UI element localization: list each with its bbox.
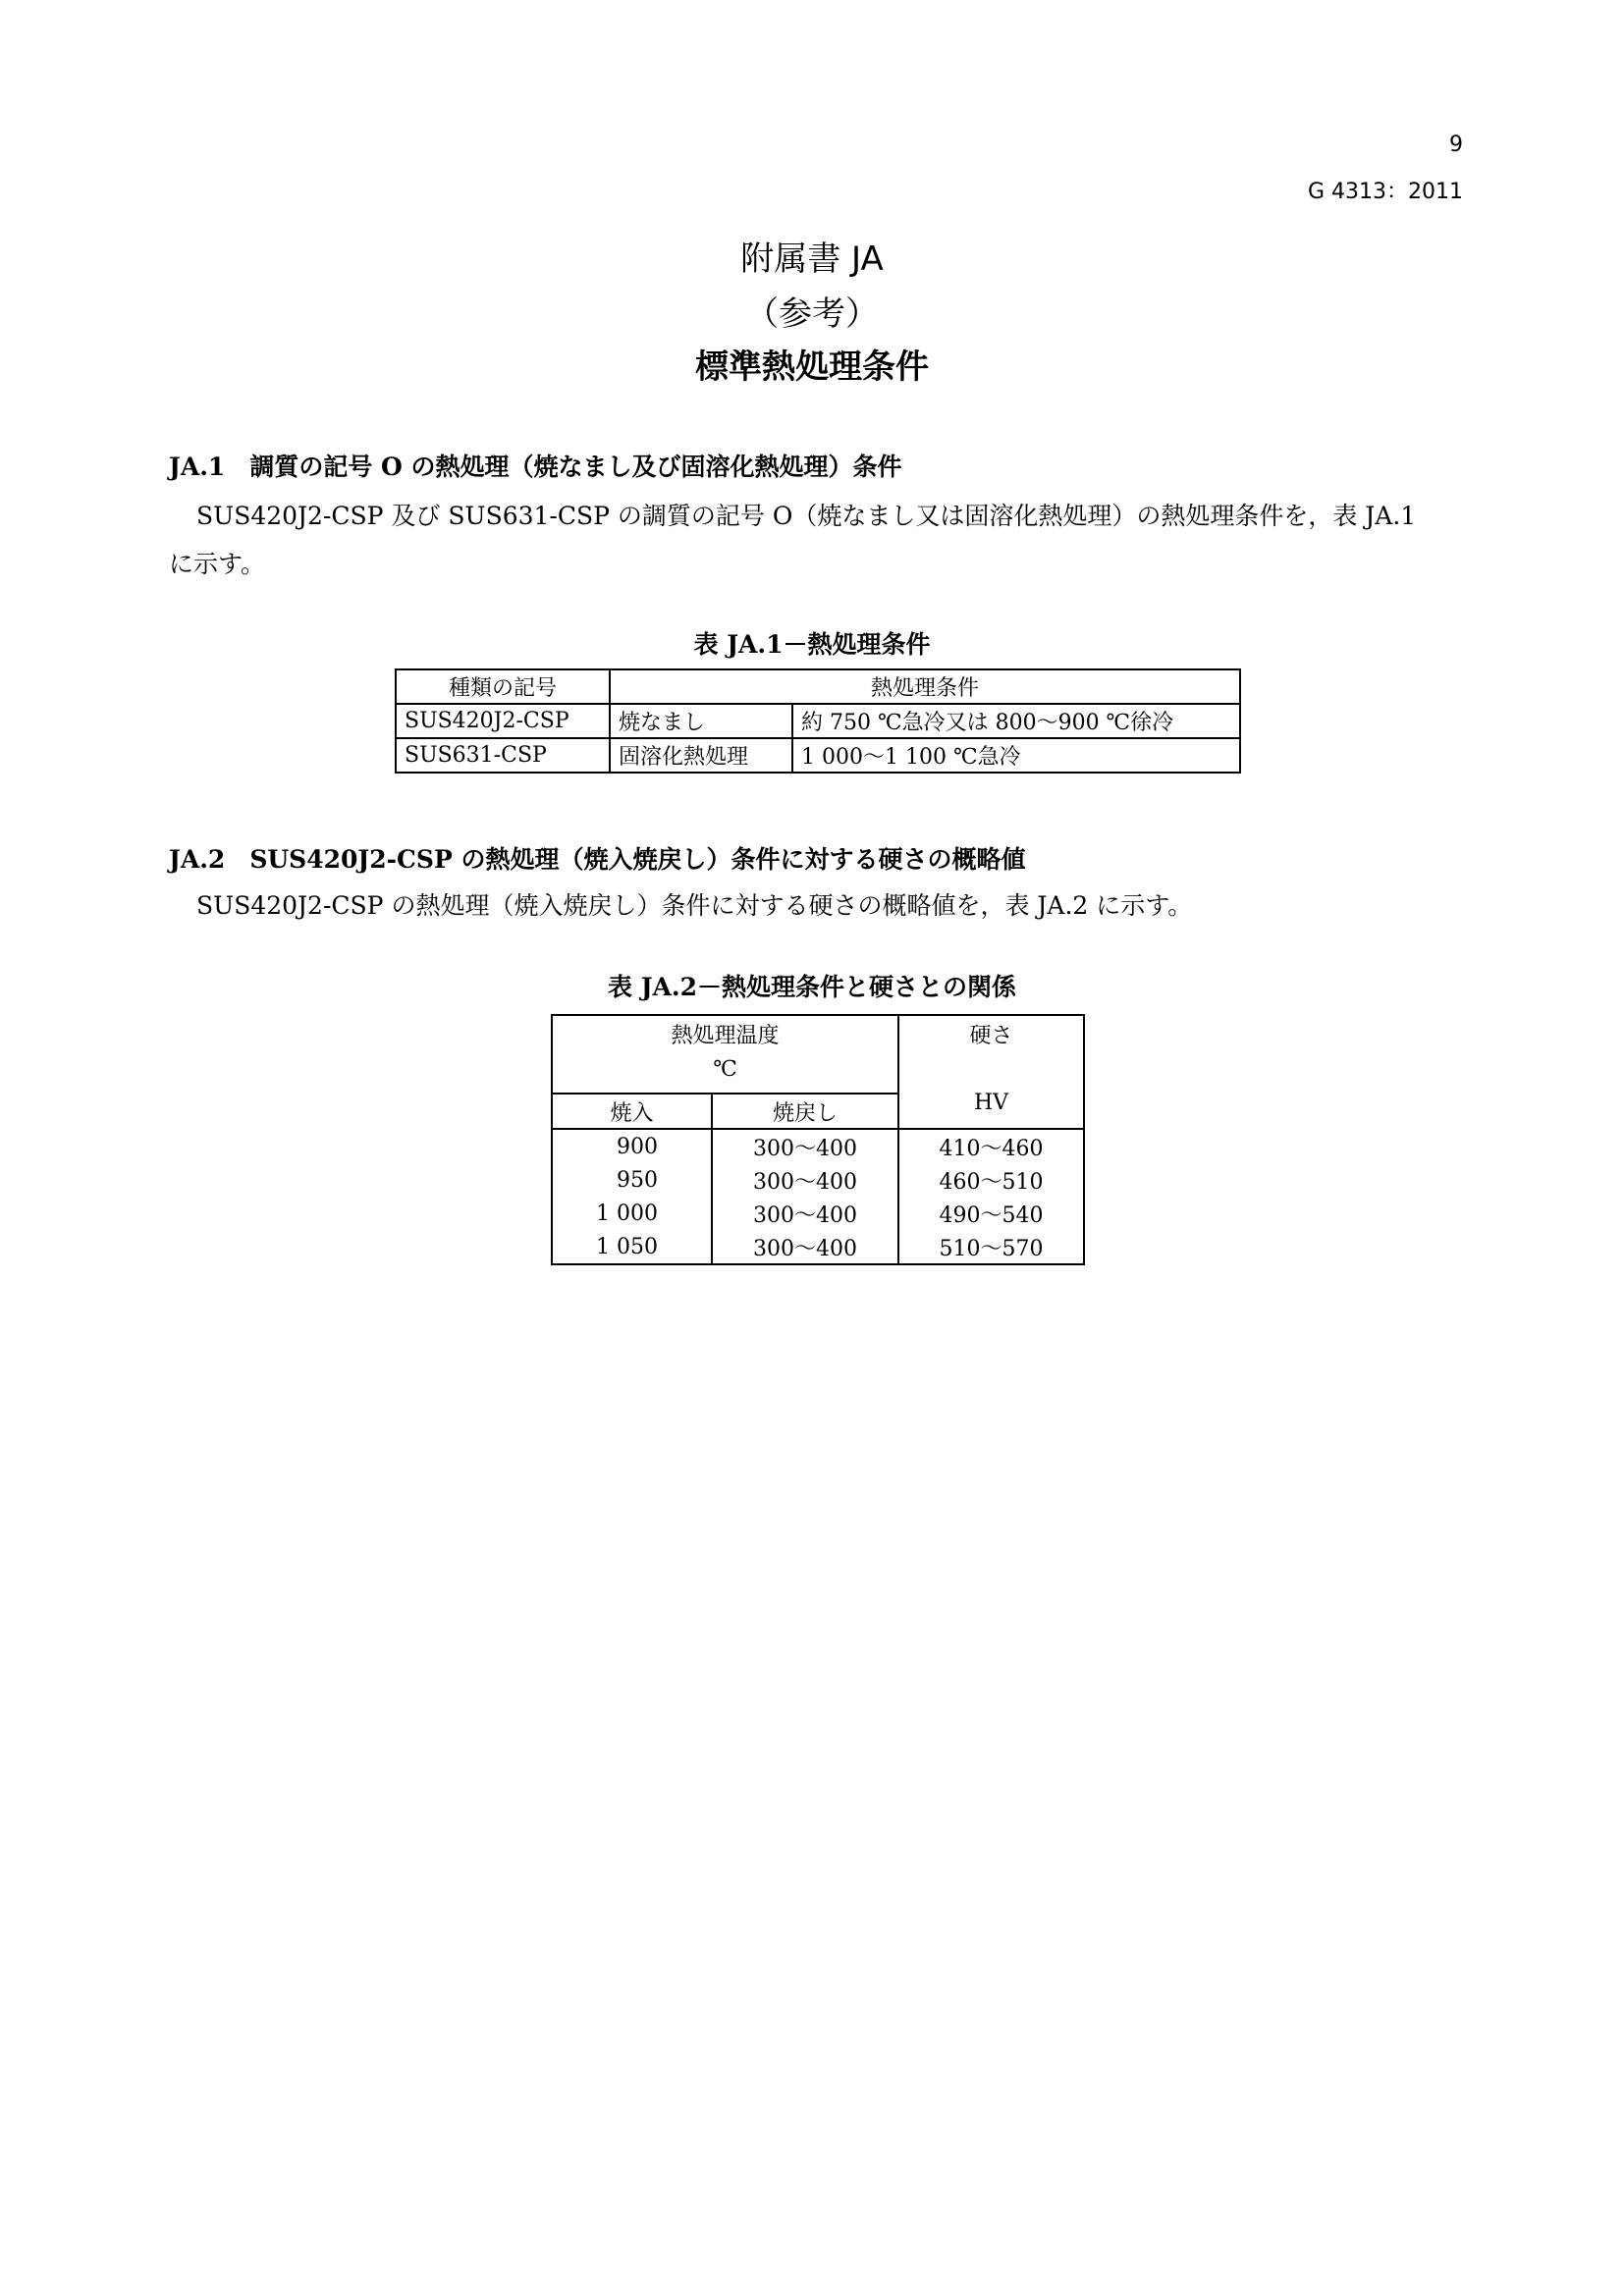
table-row xyxy=(396,704,1240,738)
table-cell: 900 xyxy=(552,1129,712,1163)
table-ja1 xyxy=(395,668,1241,774)
table-header-row xyxy=(396,669,1240,704)
table-cell: 950 xyxy=(552,1163,712,1197)
table-cell: 1 050 xyxy=(552,1230,712,1264)
table-cell: 300～400 xyxy=(712,1197,898,1230)
table-cell: 460～510 xyxy=(898,1163,1084,1197)
table-row xyxy=(552,1163,1084,1197)
page-number: 9 xyxy=(1449,133,1463,157)
header-hardness-unit: HV xyxy=(973,1091,1009,1115)
table-cell: SUS420J2-CSP xyxy=(396,704,610,738)
table-cell: 300～400 xyxy=(712,1230,898,1264)
table-header-cell: 熱処理条件 xyxy=(610,669,1240,704)
table-header-row xyxy=(552,1015,1084,1094)
table-cell: 300～400 xyxy=(712,1129,898,1163)
header-temperature-unit: ℃ xyxy=(713,1057,737,1082)
document-code: G 4313：2011 xyxy=(1307,180,1463,204)
table-header-cell: 焼入 xyxy=(552,1094,712,1129)
annex-informative-label: （参考） xyxy=(745,294,879,334)
header-heat-treatment-temperature: 熱処理温度 xyxy=(671,1024,780,1048)
annex-subject-title: 標準熱処理条件 xyxy=(695,347,929,387)
table-cell: 1 000 xyxy=(552,1197,712,1230)
table-ja2-caption: 表 JA.2－熱処理条件と硬さとの関係 xyxy=(607,973,1017,1001)
table-cell: SUS631-CSP xyxy=(396,738,610,773)
section-ja1-paragraph-line2: に示す。 xyxy=(169,550,266,578)
table-header-cell: 焼戻し xyxy=(712,1094,898,1129)
table-cell: 300～400 xyxy=(712,1163,898,1197)
table-row xyxy=(396,738,1240,773)
table-cell: 490～540 xyxy=(898,1197,1084,1230)
table-header-cell: 種類の記号 xyxy=(396,669,610,704)
table-row xyxy=(552,1197,1084,1230)
table-cell: 510～570 xyxy=(898,1230,1084,1264)
section-heading-ja1: JA.1 調質の記号 O の熱処理（焼なまし及び固溶化熱処理）条件 xyxy=(169,453,902,481)
table-row xyxy=(552,1230,1084,1264)
section-heading-ja2: JA.2 SUS420J2-CSP の熱処理（焼入焼戻し）条件に対する硬さの概略値 xyxy=(169,845,1026,874)
section-ja1-paragraph-line1: SUS420J2-CSP 及び SUS631-CSP の調質の記号 O（焼なまし又は固溶化熱処理）の熱処理条件を，表 JA.1 xyxy=(196,502,1417,530)
table-row xyxy=(552,1129,1084,1163)
table-ja1-caption: 表 JA.1－熱処理条件 xyxy=(693,630,931,659)
table-cell: 焼なまし xyxy=(610,704,792,738)
table-cell: 1 000～1 100 ℃急冷 xyxy=(792,738,1240,773)
section-ja2-paragraph: SUS420J2-CSP の熱処理（焼入焼戻し）条件に対する硬さの概略値を，表 JA.2 に示す。 xyxy=(196,891,1193,920)
table-cell: 410～460 xyxy=(898,1129,1084,1163)
header-hardness: 硬さ xyxy=(969,1024,1013,1048)
table-header-cell xyxy=(552,1015,898,1094)
annex-title: 附属書 JA xyxy=(740,240,884,279)
table-cell: 固溶化熱処理 xyxy=(610,738,792,773)
table-cell: 約 750 ℃急冷又は 800～900 ℃徐冷 xyxy=(792,704,1240,738)
table-ja2 xyxy=(551,1014,1085,1265)
table-header-cell xyxy=(898,1015,1084,1129)
